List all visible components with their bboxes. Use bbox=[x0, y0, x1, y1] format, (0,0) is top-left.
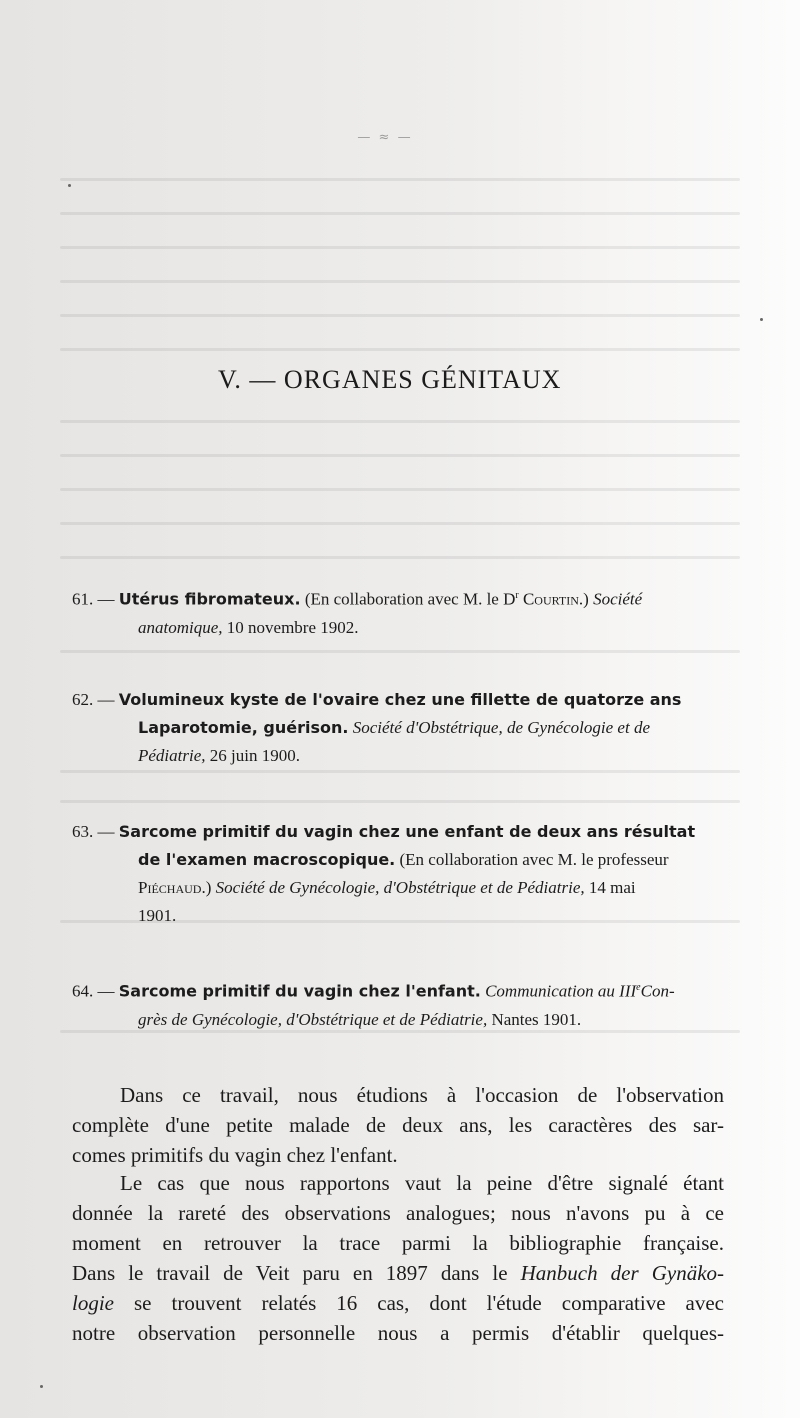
bleed-through-line bbox=[60, 280, 740, 283]
entry-journal: Société bbox=[593, 589, 643, 609]
body-text: se trouvent relatés 16 cas, dont l'étude comparative avec bbox=[134, 1291, 724, 1315]
bleed-through-line bbox=[60, 212, 740, 215]
speck bbox=[68, 184, 71, 187]
entry-sup: r bbox=[515, 590, 519, 601]
entry-journal: anatomique, bbox=[138, 617, 223, 637]
entry-line bbox=[72, 974, 722, 1006]
entry-journal: Communication au III bbox=[485, 981, 637, 1001]
entry-date: 14 mai bbox=[588, 878, 636, 897]
entry-title: Volumineux kyste de l'ovaire chez une fillette de quatorze ans bbox=[118, 690, 682, 709]
body-paragraph-2 bbox=[72, 1168, 724, 1348]
entry-journal: Pédiatrie, bbox=[138, 746, 206, 765]
entry-date: 26 juin 1900. bbox=[209, 746, 300, 765]
entry-title: Utérus fibromateux. bbox=[118, 589, 301, 609]
entry-number: 63. bbox=[72, 822, 94, 841]
entry-number: 61. bbox=[72, 589, 94, 609]
bleed-through-line bbox=[60, 650, 740, 653]
entry-line bbox=[72, 1006, 722, 1034]
entry-sup: e bbox=[636, 982, 641, 993]
entry-line bbox=[72, 686, 722, 714]
entry-line bbox=[72, 582, 722, 614]
entry-title: de l'examen macroscopique. bbox=[138, 850, 396, 869]
entry-dash: — bbox=[97, 822, 115, 841]
entry-line bbox=[72, 614, 722, 642]
body-line bbox=[72, 1288, 724, 1318]
entry-dash: — bbox=[97, 589, 115, 609]
body-line: Le cas que nous rapportons vaut la peine d'être signalé étant bbox=[120, 1171, 724, 1195]
body-book-title: logie bbox=[72, 1291, 114, 1315]
bibliography-entry-62 bbox=[72, 686, 722, 770]
entry-journal: Société d'Obstétrique, de Gynécologie et de bbox=[352, 718, 650, 737]
entry-line bbox=[72, 846, 722, 874]
bleed-through-line bbox=[60, 178, 740, 181]
bleed-through-line bbox=[60, 556, 740, 559]
entry-date: 10 novembre 1902. bbox=[226, 617, 359, 637]
entry-line bbox=[72, 714, 722, 742]
entry-year: 1901. bbox=[138, 906, 177, 925]
bibliography-entry-61 bbox=[72, 582, 722, 642]
entry-title: Sarcome primitif du vagin chez une enfant de deux ans résultat bbox=[118, 822, 696, 841]
body-paragraph-1 bbox=[72, 1080, 724, 1170]
entry-journal: Société de Gynécologie, d'Obstétrique et de Pédiatrie, bbox=[215, 878, 585, 897]
body-line: notre observation personnelle nous a permis d'établir quelques- bbox=[72, 1321, 724, 1345]
body-line: moment en retrouver la trace parmi la bibliographie française. bbox=[72, 1231, 724, 1255]
entry-date: Nantes 1901. bbox=[491, 1009, 582, 1029]
entry-title: Laparotomie, guérison. bbox=[138, 718, 349, 737]
entry-journal: Con- bbox=[640, 981, 675, 1001]
entry-collab: (En collaboration avec M. le professeur bbox=[399, 850, 669, 869]
entry-collab: (En collaboration avec M. le D bbox=[304, 589, 516, 609]
entry-line bbox=[72, 742, 722, 770]
body-line: Dans ce travail, nous étudions à l'occasion de l'observation bbox=[120, 1083, 724, 1107]
body-line: comes primitifs du vagin chez l'enfant. bbox=[72, 1143, 398, 1167]
entry-line bbox=[72, 874, 722, 902]
bleed-through-line bbox=[60, 522, 740, 525]
bleed-through-line bbox=[60, 420, 740, 423]
bibliography-entry-63 bbox=[72, 818, 722, 930]
bleed-through-line bbox=[60, 348, 740, 351]
page-header-mark: — ≈ — bbox=[357, 130, 413, 145]
entry-line bbox=[72, 902, 722, 930]
speck bbox=[40, 1385, 43, 1388]
entry-line bbox=[72, 818, 722, 846]
entry-dash: — bbox=[97, 690, 115, 709]
bleed-through-line bbox=[60, 770, 740, 773]
entry-journal: grès de Gynécologie, d'Obstétrique et de Pédiatrie, bbox=[138, 1009, 488, 1029]
entry-author: Courtin.) bbox=[522, 589, 589, 609]
body-line bbox=[72, 1258, 724, 1288]
bleed-through-line bbox=[60, 246, 740, 249]
entry-author: Piéchaud.) bbox=[138, 878, 212, 897]
bleed-through-line bbox=[60, 488, 740, 491]
bleed-through-line bbox=[60, 314, 740, 317]
bleed-through-line bbox=[60, 800, 740, 803]
entry-number: 64. bbox=[72, 981, 94, 1001]
entry-dash: — bbox=[97, 981, 115, 1001]
section-title: V. — ORGANES GÉNITAUX bbox=[218, 365, 562, 394]
bleed-through-line bbox=[60, 454, 740, 457]
entry-number: 62. bbox=[72, 690, 94, 709]
speck bbox=[760, 318, 763, 321]
body-line: complète d'une petite malade de deux ans, les caractères des sar- bbox=[72, 1113, 724, 1137]
body-text: Dans le travail de Veit paru en 1897 dans le bbox=[72, 1261, 508, 1285]
body-line: donnée la rareté des observations analogues; nous n'avons pu à ce bbox=[72, 1201, 724, 1225]
entry-title: Sarcome primitif du vagin chez l'enfant. bbox=[118, 981, 481, 1001]
body-book-title: Hanbuch der Gynäko- bbox=[520, 1261, 725, 1285]
bibliography-entry-64 bbox=[72, 974, 722, 1034]
